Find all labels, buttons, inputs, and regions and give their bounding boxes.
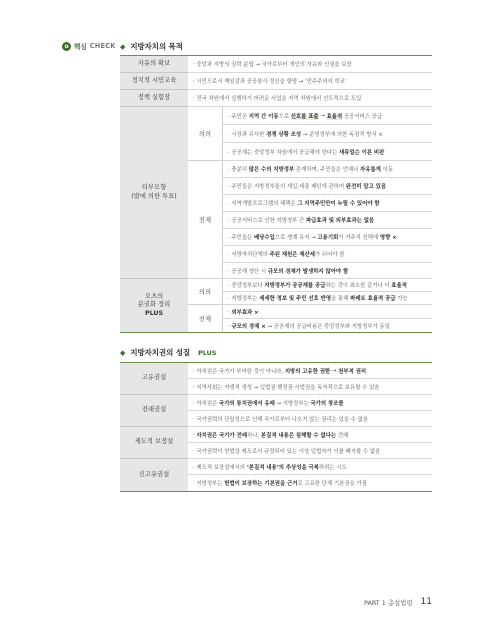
purpose-table — [120, 55, 432, 333]
section2-plus-tag: PLUS — [198, 348, 217, 357]
tiebout-meaning-2: · 시장과 유사한 경쟁 상황 조성 → 준영정부에 의한 독점적 방식 × — [223, 125, 432, 143]
derived-right-line1: · 자치권은 국가의 통치권에서 유래 → 지방정부는 국가의 창조물 — [188, 395, 432, 411]
row-text-policy-lab: · 전국 차원에서 실행하기 어려운 사업을 지역 차원에서 선도적으로 도입 — [188, 90, 432, 107]
autonomy-nature-table — [120, 362, 432, 492]
oates-plus-tag: PLUS — [144, 309, 164, 317]
tiebout-header — [120, 107, 188, 279]
oates-sub-premise: 전제 — [188, 305, 223, 332]
badge-check: CHECK — [89, 42, 116, 50]
oates-header-line2: 분권화 정리 — [137, 301, 171, 309]
badge-label: 핵심 — [74, 43, 87, 51]
oates-premise-1: · 외부효과 × — [223, 305, 432, 319]
tiebout-premise-5: · 주민들은 배당수입 으로 생계 유지 → 고용기회 가 거주지 선택에 영향 × — [223, 229, 432, 246]
tiebout-premise-6: · 지방자치단체의 주된 재원은 재산세 가 되어야 함 — [223, 246, 432, 263]
row-header-education: 정치적 시민교육 — [120, 73, 188, 90]
page-footer — [364, 597, 432, 607]
tiebout-premise-4: · 공공서비스로 인한 지방정부 간 파급효과 및 외부효과는 없음 — [223, 212, 432, 229]
row-text-freedom: · 중앙과 지방의 권력 분립 → 국가로부터 개인의 자유와 인권을 보장 — [188, 56, 432, 73]
core-check-badge — [62, 41, 116, 51]
neo-inherent-header: 신고유권설 — [120, 459, 188, 491]
page-number: 11 — [420, 597, 432, 607]
tiebout-header-line1: 티부모형 — [141, 184, 167, 191]
oates-premise-2: · 규모의 경제 × → 공공재의 공급비용은 중앙정부와 지방정부가 동일 — [228, 322, 390, 330]
tiebout-premise-1: · 충분히 많은 수의 지방정부 존재하며, 주민들은 언제나 자유롭게 이동 — [223, 161, 432, 178]
oates-header-line1: 오츠의 — [144, 292, 164, 300]
section2-title — [120, 347, 216, 358]
institutional-guarantee-line2: · 국가권력이 헌법상 제도로서 규정되어 있는 이상 입법자가 이를 폐지할 수 없음 — [188, 443, 432, 459]
neo-inherent-line1: · 제도적 보장설에서의 ‘본질적 내용’의 추상성을 극복 하려는 시도 — [188, 459, 432, 475]
tiebout-premise-3: · 지역개발프로그램의 혜택은 그 지역주민만이 누릴 수 있어야 함 — [223, 195, 432, 212]
tiebout-header-line2: (발에 의한 투표) — [131, 192, 177, 200]
tiebout-sub-meaning: 의의 — [188, 107, 223, 161]
tiebout-meaning-1: · 주민은 지역 간 이동 으로 선호를 표출 → 효율적 공공서비스 공급 — [223, 107, 432, 125]
badge-circle-icon: o — [62, 42, 71, 51]
derived-right-line2: · 국가권력의 단일성으로 인해 국가로부터 나오지 않는 권리는 있을 수 없음 — [188, 411, 432, 427]
tiebout-meaning-3: · 공공재는 중앙정부 차원에서 공급해야 한다는 새뮤얼슨 이론 비판 — [223, 143, 432, 161]
section1-title-text: 지방자치의 목적 — [130, 42, 183, 51]
section2-title-text: 지방자치권의 성질 — [130, 348, 191, 357]
row-header-freedom: 자유의 확보 — [120, 56, 188, 73]
footer-part-label: PART 1 총설법령 — [364, 598, 413, 607]
tiebout-premise-7: · 공공재 생산 시 규모의 경제가 발생하지 않아야 함 — [223, 263, 432, 279]
institutional-guarantee-header: 제도적 보장설 — [120, 427, 188, 459]
neo-inherent-line2: · 지방정부는 헌법이 보장하는 기본권을 근거 로 고유한 단체 기본권을 가짐 — [193, 481, 367, 487]
derived-right-header: 전래권설 — [120, 395, 188, 427]
oates-sub-meaning: 의의 — [188, 279, 223, 305]
inherent-right-header: 고유권설 — [120, 363, 188, 395]
inherent-right-line1: · 자치권은 국가가 부여한 것이 아니라, 지방의 고유한 권한 → 천부적 권리 — [188, 363, 432, 379]
oates-meaning-2: · 지방정부는 세세한 정보 및 주민 선호 반영 을 통해 파레토 효율적 공급 가능 — [223, 292, 432, 305]
section1-title — [120, 41, 183, 52]
tiebout-premise-2: · 주민들은 지방정부들의 세입·세출 패턴에 관하여 완전히 알고 있음 — [223, 178, 432, 195]
oates-meaning-1: · 중앙정부보다 지방정부가 공공재를 공급 하는 것이 최소한 같거나 더 효율적 — [223, 279, 432, 292]
row-text-education: · 시민으로서 책임감과 공공봉사 정신을 함양 → ‘민주주의의 학교’ — [188, 73, 432, 90]
diamond-bullet-icon: ◆ — [120, 42, 126, 51]
institutional-guarantee-line1: · 자치권은 국가가 전래 하나, 본질적 내용은 침해할 수 없다는 견해 — [188, 427, 432, 443]
inherent-right-line2: · 지역사회는 자생적 생성 → 입법권·행정권·사법권을 독자적으로 보유할 수 있음 — [188, 379, 432, 395]
tiebout-sub-premise: 전제 — [188, 161, 223, 279]
diamond-bullet-icon: ◆ — [120, 348, 126, 357]
oates-header — [120, 279, 188, 332]
row-header-policy-lab: 정책 실험장 — [120, 90, 188, 107]
